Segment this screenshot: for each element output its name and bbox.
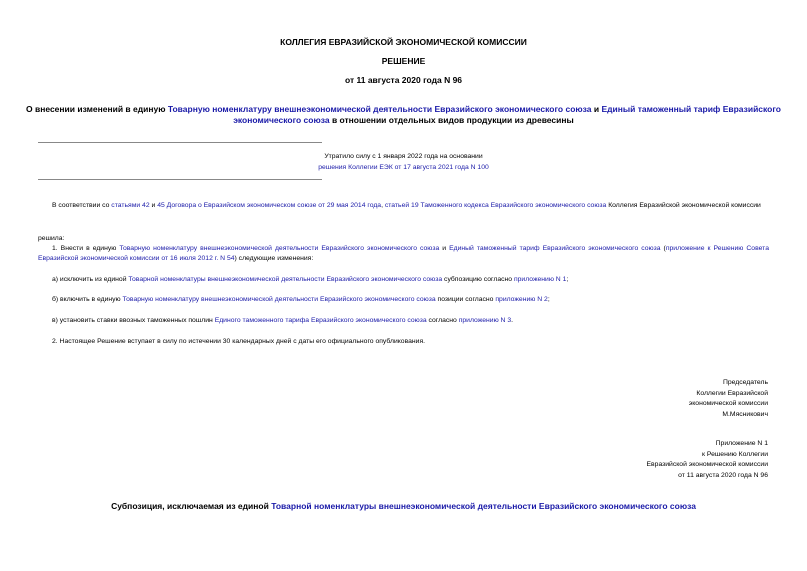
title-text-2: и [591, 104, 602, 114]
preamble-paragraph [38, 201, 769, 211]
sub-item-v [52, 316, 513, 326]
divider-top [38, 142, 322, 143]
preamble-text-1: В соответствии со [52, 202, 112, 209]
preamble-text-4: Коллегия Евразийской экономической комиссии [606, 202, 761, 209]
sub-a-text-2: субпозицию согласно [442, 276, 514, 283]
item1-text-3: ( [660, 245, 666, 252]
sub-b-text-1: б) включить в единую [52, 296, 123, 303]
document-title [20, 104, 787, 126]
item1-text-2: и [439, 245, 450, 252]
status-link-line [0, 164, 807, 171]
doc-type-heading: РЕШЕНИЕ [381, 56, 426, 66]
divider-bottom [38, 179, 322, 180]
sub-v-text-1: в) установить ставки ввозных таможенных пошлин [52, 317, 215, 324]
annex-title-tnved-link[interactable]: Товарной номенклатуры внешнеэкономической деятельности Евразийского экономического союза [271, 501, 696, 511]
treaty-link[interactable]: 45 Договора о Евразийском экономическом союзе от 29 мая 2014 года [157, 202, 382, 209]
customs-code-link[interactable]: статьей 19 Таможенного кодекса Евразийского экономического союза [384, 202, 607, 209]
ett-link[interactable]: Единый таможенный тариф Евразийского экономического союза [233, 104, 781, 125]
item1-ett-link[interactable]: Единый таможенный тариф Евразийского экономического союза [449, 245, 661, 252]
annex-line-4: от 11 августа 2020 года N 96 [678, 471, 768, 479]
title-text-1: О внесении изменений в единую [26, 104, 168, 114]
item1-tnved-link[interactable]: Товарную номенклатуру внешнеэкономической деятельности Евразийского экономического союза [119, 245, 440, 252]
signature-line-3: экономической комиссии [688, 400, 768, 407]
sub-v-ett-link[interactable]: Единого таможенного тарифа Евразийского экономического союза [214, 317, 427, 324]
sub-item-b [52, 295, 550, 305]
item-2-paragraph: 2. Настоящее Решение вступает в силу по истечении 30 календарных дней с даты его официального опубликования. [52, 338, 426, 345]
sub-b-tnved-link[interactable]: Товарную номенклатуру внешнеэкономической деятельности Евразийского экономического союза [122, 296, 436, 303]
tnved-link[interactable]: Товарную номенклатуру внешнеэкономической деятельности Евразийского экономического союза [167, 104, 592, 114]
council-decision-link[interactable]: приложение к Решению Совета Евразийской экономической комиссии от 16 июля 2012 г. N 54 [38, 245, 769, 262]
sub-v-text-3: . [511, 317, 514, 324]
title-text-3: в отношении отдельных видов продукции из древесины [329, 115, 574, 125]
item-1-paragraph [38, 244, 769, 264]
org-heading: КОЛЛЕГИЯ ЕВРАЗИЙСКОЙ ЭКОНОМИЧЕСКОЙ КОМИССИИ [280, 37, 527, 47]
sub-item-a [52, 275, 568, 285]
sub-a-tnved-link[interactable]: Товарной номенклатуры внешнеэкономической деятельности Евразийского экономического союза [128, 276, 443, 283]
annex-2-link[interactable]: приложению N 2 [495, 296, 548, 303]
annex-line-3: Евразийской экономической комиссии [646, 461, 768, 468]
annex-title-text: Субпозиция, исключаемая из единой [111, 501, 272, 511]
signature-block [689, 378, 768, 420]
preamble-text-3: , [381, 202, 385, 209]
annex-1-link[interactable]: приложению N 1 [513, 276, 567, 283]
article-42-link[interactable]: статьями 42 [111, 202, 150, 209]
signature-line-2: Коллегии Евразийской [696, 389, 768, 397]
preamble-text-2: и [149, 202, 158, 209]
date-number-heading: от 11 августа 2020 года N 96 [344, 75, 463, 85]
item1-text-4: ) следующие изменения: [234, 255, 314, 262]
sub-v-text-2: согласно [426, 317, 459, 324]
annex-3-link[interactable]: приложению N 3 [458, 317, 512, 324]
annex-line-1: Приложение N 1 [715, 440, 768, 447]
signature-name: М.Мясникович [722, 410, 768, 418]
repeal-decision-link[interactable]: решения Коллегии ЕЭК от 17 августа 2021 года N 100 [318, 164, 489, 171]
status-line: Утратило силу с 1 января 2022 года на основании [324, 153, 483, 160]
signature-line-1: Председатель [723, 379, 768, 386]
item1-text-1: 1. Внести в единую [52, 245, 120, 252]
sub-a-text-1: а) исключить из единой [52, 276, 129, 283]
sub-b-text-3: ; [547, 296, 550, 303]
annex-title [0, 501, 807, 511]
decided-label: решила: [38, 235, 65, 242]
sub-b-text-2: позиции согласно [435, 296, 496, 303]
annex-block [647, 439, 768, 481]
sub-a-text-3: ; [566, 276, 569, 283]
annex-line-2: к Решению Коллегии [701, 450, 768, 458]
